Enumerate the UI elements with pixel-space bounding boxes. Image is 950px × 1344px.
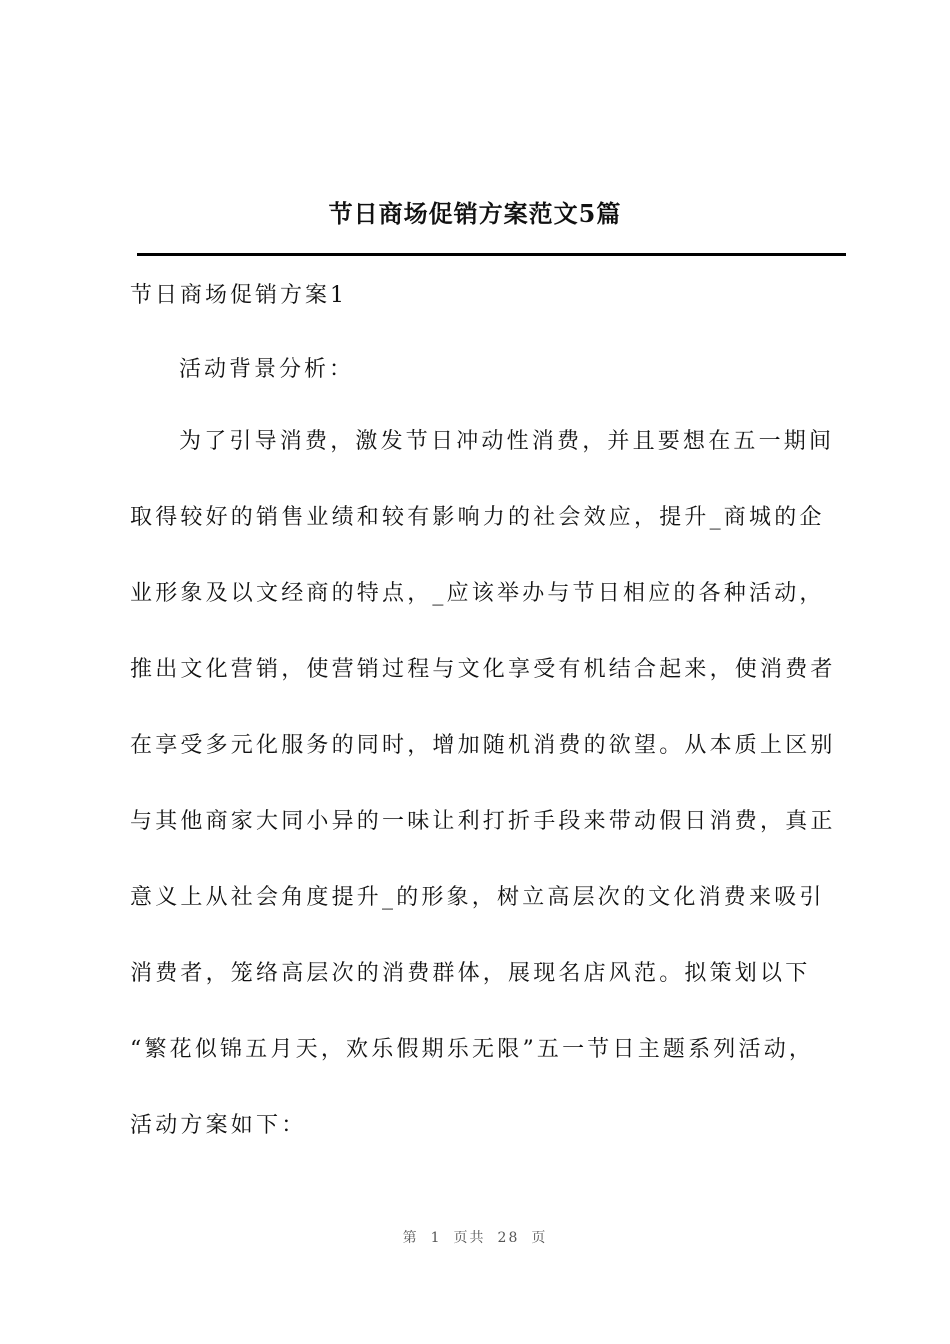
- body-line: 为了引导消费，激发节日冲动性消费，并且要想在五一期间: [179, 429, 835, 454]
- footer-page-suffix: 页: [531, 1230, 548, 1246]
- page-footer: [0, 1226, 950, 1250]
- body-line: 活动方案如下：: [130, 1113, 307, 1138]
- body-line: 消费者，笼络高层次的消费群体，展现名店风范。拟策划以下: [130, 961, 811, 986]
- body-line: 取得较好的销售业绩和较有影响力的社会效应，提升_商城的企: [130, 505, 825, 530]
- document-title: 节日商场促销方案范文5篇: [328, 199, 622, 228]
- section-heading: 节日商场促销方案1: [130, 283, 347, 308]
- footer-page-prefix: 第: [402, 1230, 419, 1246]
- body-line: 业形象及以文经商的特点，_应该举办与节日相应的各种活动，: [130, 581, 825, 606]
- footer-total-pages: 28: [497, 1230, 520, 1246]
- subheading: 活动背景分析：: [179, 357, 355, 382]
- body-text: [130, 424, 850, 1184]
- title-divider: [137, 253, 846, 256]
- body-line: 与其他商家大同小异的一味让利打折手段来带动假日消费，真正: [130, 809, 836, 834]
- body-line: 在享受多元化服务的同时，增加随机消费的欲望。从本质上区别: [130, 733, 836, 758]
- body-line: 推出文化营销，使营销过程与文化享受有机结合起来，使消费者: [130, 657, 836, 682]
- footer-page-number: 1: [430, 1230, 442, 1246]
- body-line: 意义上从社会角度提升_的形象，树立高层次的文化消费来吸引: [130, 885, 825, 910]
- footer-page-middle: 页共: [453, 1230, 486, 1246]
- body-line: “繁花似锦五月天，欢乐假期乐无限”五一节日主题系列活动，: [130, 1037, 815, 1062]
